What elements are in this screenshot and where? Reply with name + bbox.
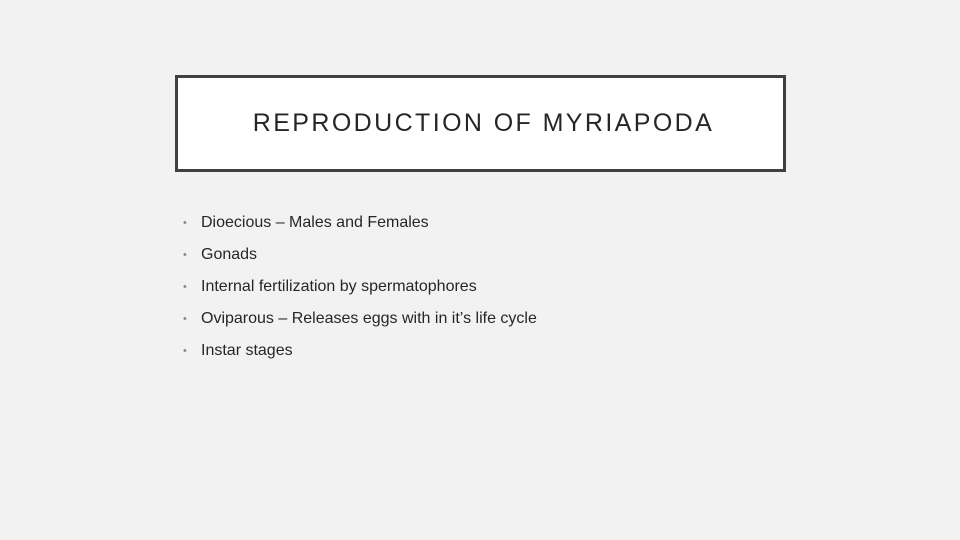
title-box <box>175 75 786 172</box>
bullet-list <box>183 207 537 367</box>
list-item <box>183 239 537 271</box>
slide-title: REPRODUCTION OF MYRIAPODA <box>252 109 715 137</box>
bullet-text: Oviparous – Releases eggs with in it’s life cycle <box>201 310 537 327</box>
bullet-text: Instar stages <box>201 342 293 359</box>
bullet-icon: • <box>183 217 187 229</box>
list-item <box>183 303 537 335</box>
bullet-icon: • <box>183 345 187 357</box>
bullet-text: Gonads <box>201 246 258 263</box>
bullet-text: Internal fertilization by spermatophores <box>201 278 477 295</box>
bullet-text: Dioecious – Males and Females <box>201 214 429 231</box>
bullet-icon: • <box>183 249 187 261</box>
bullet-icon: • <box>183 281 187 293</box>
bullet-icon: • <box>183 313 187 325</box>
list-item <box>183 207 537 239</box>
list-item <box>183 335 537 367</box>
list-item <box>183 271 537 303</box>
